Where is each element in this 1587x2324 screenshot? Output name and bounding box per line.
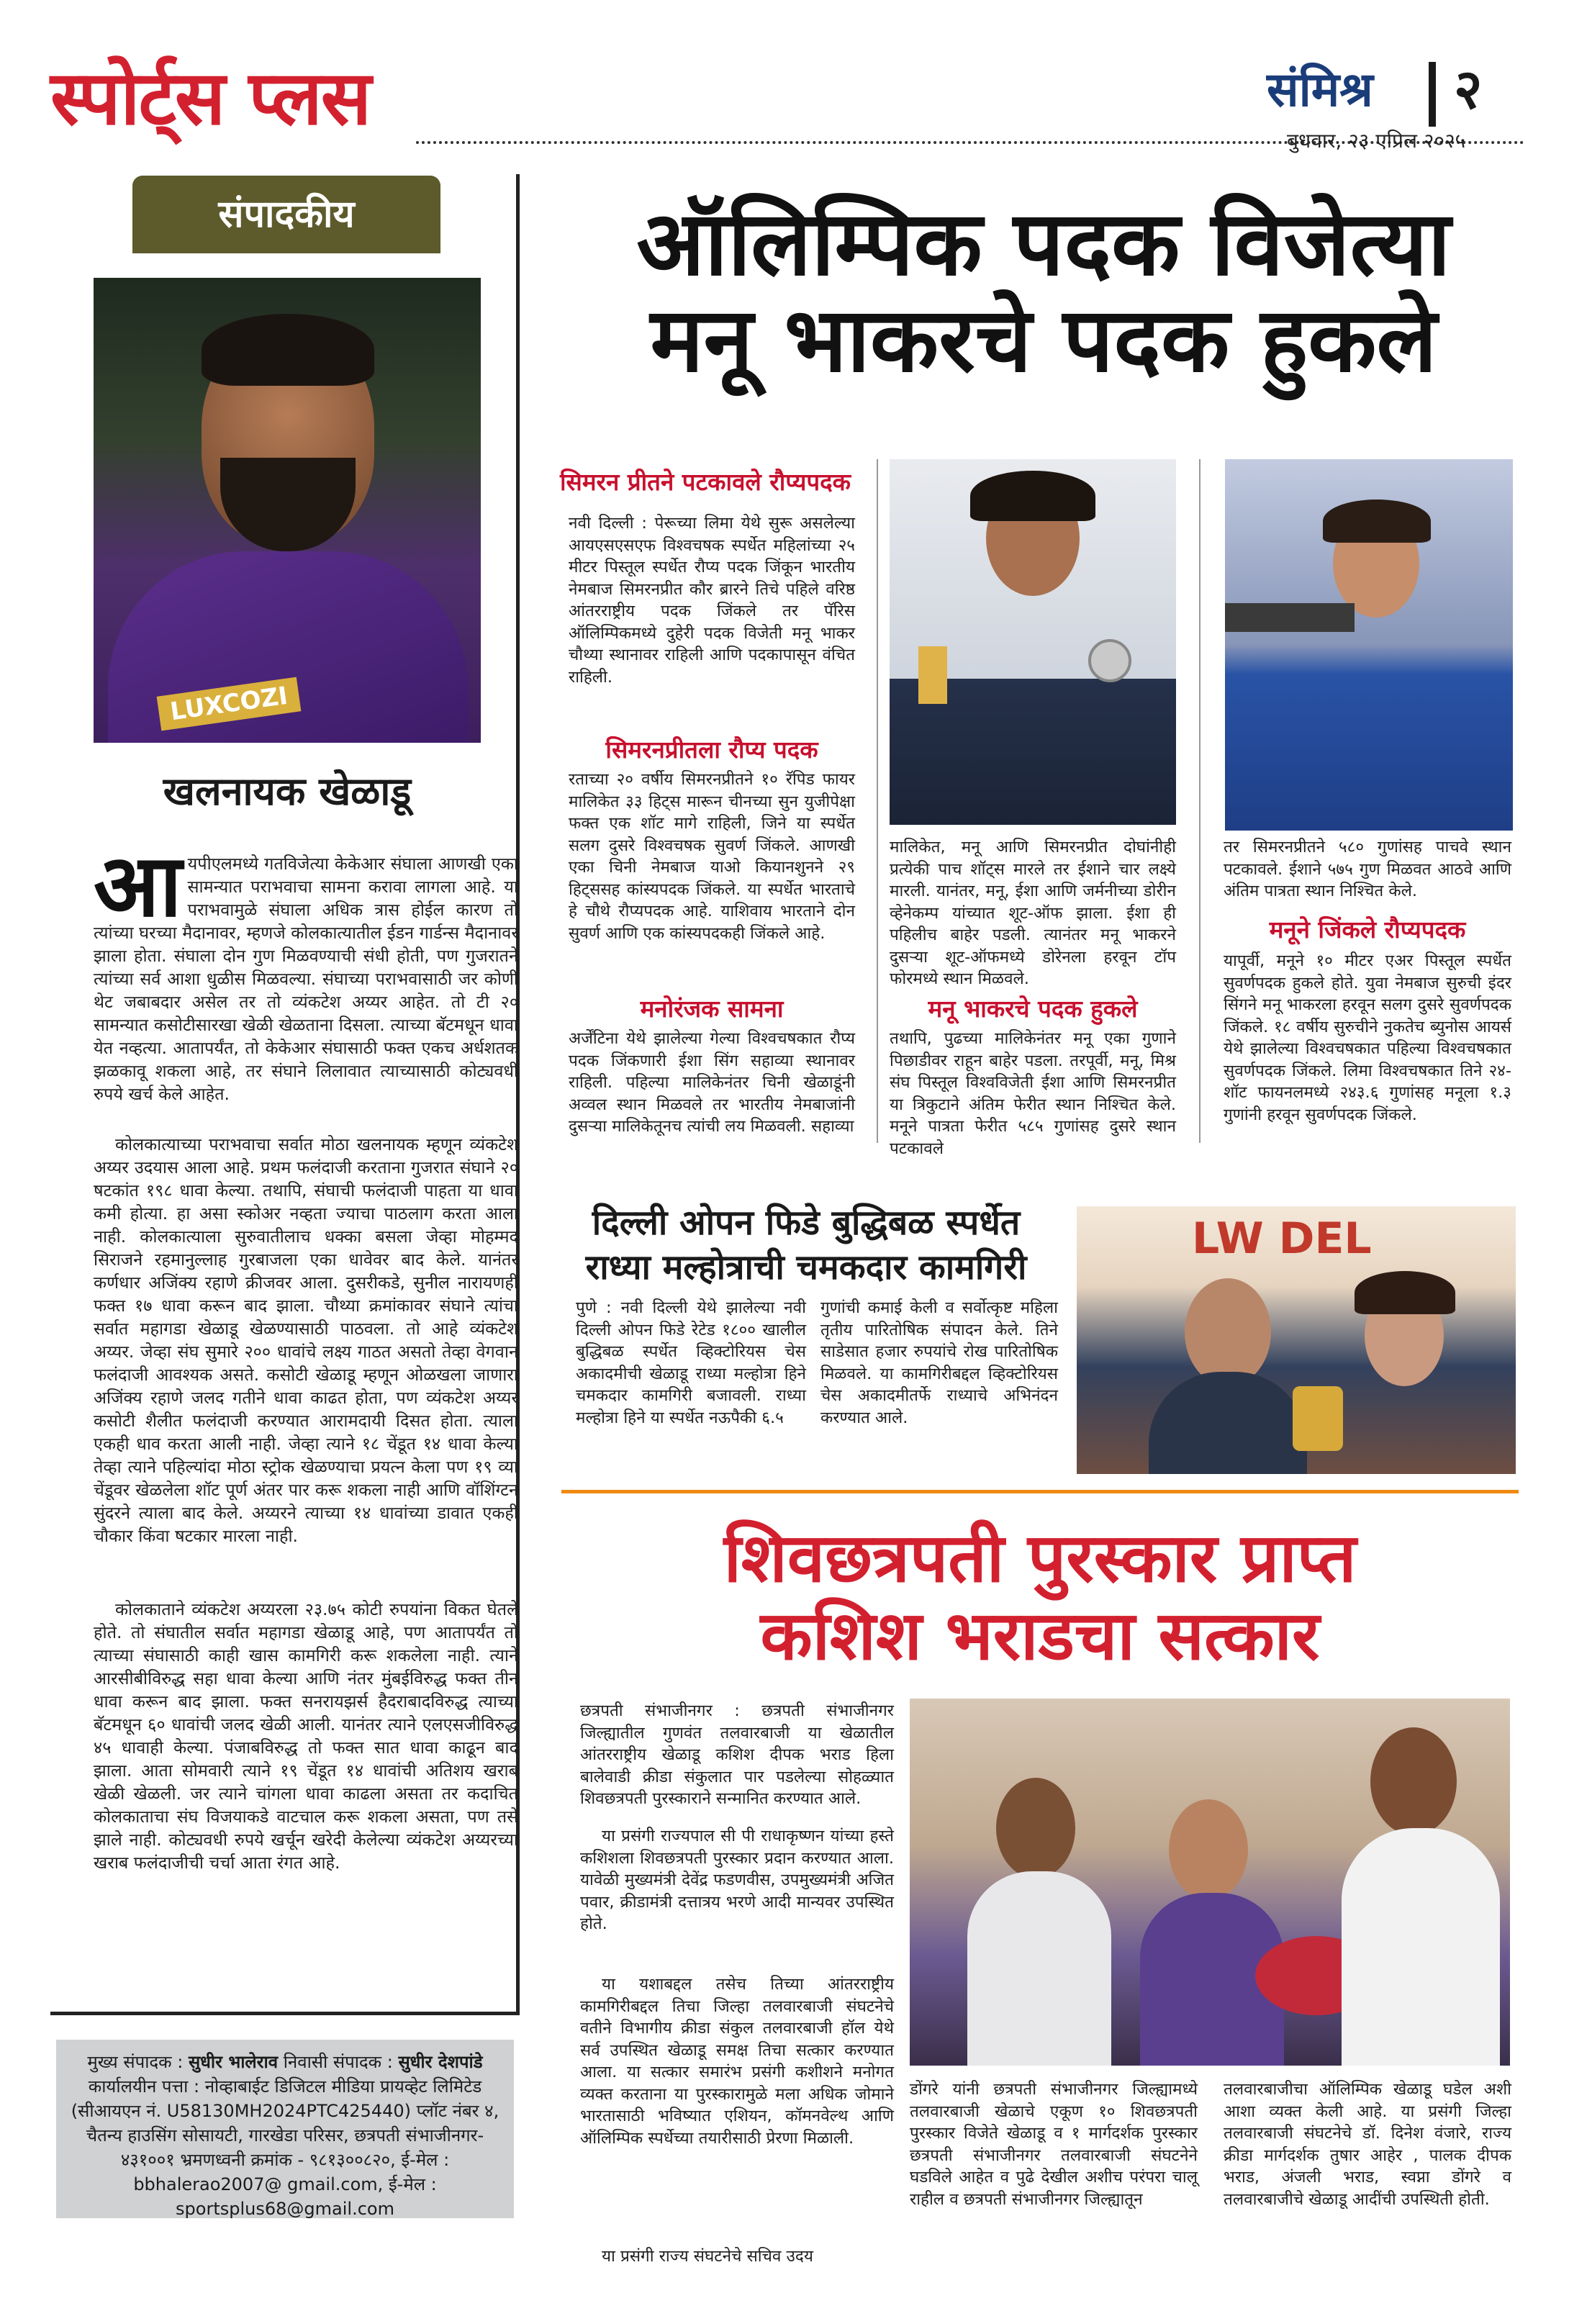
photo-banner: LW DEL xyxy=(1192,1213,1372,1264)
subhead-simran-silver-2: सिमरनप्रीतला रौप्य पदक xyxy=(605,736,818,764)
masthead: स्पोर्ट्स प्लस xyxy=(50,54,371,142)
award-headline-line-2: कशिश भराडचा सत्कार xyxy=(760,1597,1320,1676)
page-number: २ xyxy=(1454,57,1483,121)
dateline: बुधवार, २३ एप्रिल २०२५ xyxy=(1287,129,1466,153)
main-col3-para1: तर सिमरनप्रीतने ५८० गुणांसह पाचवे स्थान पटकावले. ईशाने ५७५ गुण मिळवत आठवे आणि अंतिम पात्रता स्थान निश्चित केले. xyxy=(1224,838,1511,900)
award-col1-para4: या प्रसंगी राज्य संघटनेचे सचिव उदय xyxy=(602,2247,813,2266)
editorial-headline: खलनायक खेळाडू xyxy=(163,769,412,814)
silver-medal-shape xyxy=(1088,639,1131,682)
manu-hair-shape xyxy=(1323,499,1431,543)
man-left-face-shape xyxy=(996,1778,1075,1878)
kashish-face-shape xyxy=(1169,1799,1248,1900)
main-col1-para3: अर्जेंटिना येथे झालेल्या गेल्या विश्वचषकात रौप्य पदक जिंकणारी ईशा सिंग सहाव्या स्थानावर राहिली. पहिल्या मालिकेनंतर चिनी खेळाडूंनी अव्वल स्थान मिळवले तर भारतीय नेमबाजांनी दुसऱ्या मालिकेतूनच त्यांची लय मिळवली. सहाव्या xyxy=(569,1029,855,1136)
editorial-tab: संपादकीय xyxy=(132,176,440,253)
man-suit-shape xyxy=(1149,1372,1307,1474)
man-left-shirt-shape xyxy=(967,1871,1111,2066)
column-divider xyxy=(877,459,878,1143)
resident-editor-label: निवासी संपादक : xyxy=(278,2052,399,2072)
section-rule xyxy=(561,1490,1519,1493)
chess-col1: पुणे : नवी दिल्ली येथे झालेल्या नवी दिल्ली ओपन फिडे रेटेड १८०० खालील बुद्धिबळ स्पर्धेत व्हिक्टोरियस चेस अकादमीची खेळाडू राध्या मल्होत्रा हिने चमकदार कामगिरी बजावली. राध्या मल्होत्रा हिने या स्पर्धेत नऊपैकी ६.५ xyxy=(576,1298,806,1427)
main-col1-para1: नवी दिल्ली : पेरूच्या लिमा येथे सुरू असलेल्या आयएसएसएफ विश्वचषक स्पर्धेत महिलांच्या २५ मीटर पिस्तूल स्पर्धेत रौप्य पदक जिंकून भारतीय नेमबाज सिमरनप्रीत कौर ब्रारने तिचे पहिले वरिष्ठ आंतरराष्ट्रीय पदक जिंकले तर पॅरिस ऑलिम्पिकमध्ये दुहेरी पदक विजेती मनू भाकर चौथ्या स्थानावर राहिली आणि पदकापासून वंचित राहिली. xyxy=(569,514,855,687)
subhead-interesting-match: मनोरंजक सामना xyxy=(640,995,784,1023)
chess-col2: गुणांची कमाई केली व सर्वोत्कृष्ट महिला तृतीय पारितोषिक संपादन केले. तिने साडेसात हजार रुपयांचे रोख पारितोषिक मिळवले. या कामगिरीबद्दल व्हिक्टोरियस चेस अकादमीतर्फे राध्याचे अभिनंदन करण्यात आले. xyxy=(820,1298,1058,1427)
manu-bhaker-photo xyxy=(1225,459,1513,831)
column-divider xyxy=(1199,459,1201,1143)
editorial-para-3: कोलकाताने व्यंकटेश अय्यरला २३.७५ कोटी रुपयांना विकत घेतले होते. तो संघातील सर्वात महागडा खेळाडू आहे, पण आतापर्यंत तो त्याच्या संघासाठी काही खास कामगिरी करू शकलेला नाही. त्याने आरसीबीविरुद्ध सहा धावा केल्या आणि नंतर मुंबईविरुद्ध फक्त तीन धावा करून बाद झाला. फक्त सनरायझर्स हैदराबादविरुद्ध त्याच्या बॅटमधून ६० धावांची जलद खेळी आली. यानंतर त्याने एलएसजीविरुद्ध ४५ धावाही केल्या. पंजाबविरुद्ध तो फक्त सात धावा काढून बाद झाला. आता सोमवारी त्याने १९ चेंडूत १४ धावांची अतिशय खराब खेळी खेळली. जर त्याने चांगला धावा काढला असता तर कदाचित कोलकाताचा संघ विजयाकडे वाटचाल करू शकला असता, पण तसे झाले नाही. कोट्यवधी रुपये खर्चून खरेदी केलेल्या व्यंकटेश अय्यरच्या खराब फलंदाजीची चर्चा आता रंगत आहे. xyxy=(94,1599,518,1873)
subhead-simran-silver: सिमरन प्रीतने पटकावले रौप्यपदक xyxy=(559,468,851,496)
office-address: कार्यालयीन पत्ता : नोव्हाबाईट डिजिटल मीडिया प्रायव्हेट लिमिटेड (सीआयएन नं. U58130MH2024PTC425440) प्लॉट नंबर ४, चैतन्य हाउसिंग सोसायटी, गारखेडा परिसर, छत्रपती संभाजीनगर- ४३१००१ भ्रमणध्वनी क्रमांक - ९८१३००८२०, ई-मेल : bbhalerao2007@ gmail.com, ई-मेल : sportsplus68@gmail.com xyxy=(71,2076,499,2219)
award-col3: तलवारबाजीचा ऑलिम्पिक खेळाडू घडेल अशी आशा व्यक्त केली आहे. या प्रसंगी जिल्हा तलवारबाजी संघटनेचे डॉ. दिनेश वंजारे, राज्य क्रीडा मार्गदर्शक तुषार आहेर , पालक दीपक भराड, अंजली भराड, स्वप्ना डोंगरे व तलवारबाजीचे खेळाडू आदींची उपस्थिती होती. xyxy=(1224,2080,1511,2209)
subhead-manu-missed: मनू भाकरचे पदक हुकले xyxy=(928,995,1138,1023)
main-col2-para1: मालिकेत, मनू आणि सिमरनप्रीत दोघांनीही प्रत्येकी पाच शॉट्स मारले तर ईशाने चार लक्ष्ये मारली. यानंतर, मनू, ईशा आणि जर्मनीच्या डोरीन व्हेनेकम्प यांच्यात शूट-ऑफ झाला. ईशा ही पहिलीच बाहेर पडली. त्यानंतर मनू भाकरने दुसऱ्या शूट-ऑफमध्ये डोरेनला हरवून टॉप फोरमध्ये स्थान मिळवले. xyxy=(890,838,1176,988)
section-divider xyxy=(1429,62,1436,127)
beard-shape xyxy=(220,458,356,551)
award-col1-para1: छत्रपती संभाजीनगर : छत्रपती संभाजीनगर जिल्ह्यातील गुणवंत तलवारबाजी या खेळातील आंतरराष्ट्रीय खेळाडू कशिश दीपक भराड हिला बालेवाडी क्रीडा संकुलात पार पडलेल्या सोहळ्यात शिवछत्रपती पुरस्काराने सन्मानित करण्यात आले. xyxy=(580,1701,894,1808)
main-col2-para2: तथापि, पुढच्या मालिकेनंतर मनू एका गुणाने पिछाडीवर राहून बाहेर पडला. तरपूर्वी, मनू, मिश्र संघ पिस्तूल विश्वविजेती ईशा आणि सिमरनप्रीत या त्रिकुटाने अंतिम फेरीत स्थान निश्चित केले. मनूने पात्रता फेरीत ५८५ गुणांसह दुसरे स्थान पटकावले xyxy=(890,1029,1176,1158)
award-col1-para2: या प्रसंगी राज्यपाल सी पी राधाकृष्णन यांच्या हस्ते कशिशला शिवछत्रपती पुरस्कार प्रदान करण्यात आला. यावेळी मुख्यमंत्री देवेंद्र फडणवीस, उपमुख्यमंत्री अजित पवार, क्रीडामंत्री दत्तात्रय भरणे आदी मान्यवर उपस्थित होते. xyxy=(580,1827,894,1933)
simranpreet-medal-photo xyxy=(890,459,1176,825)
resident-editor: सुधीर देशपांडे xyxy=(398,2052,483,2072)
editorial-para-1: यपीएलमध्ये गतविजेत्या केकेआर संघाला आणखी एका सामन्यात पराभवाचा सामना करावा लागला आहे. या पराभवामुळे संघाला अधिक त्रास होईल कारण तो त्यांच्या घरच्या मैदानावर, म्हणजे कोलकात्यातील ईडन गार्डन्स मैदानावर झाला होता. संघाला दोन गुण मिळवण्याची संधी होती, पण गुजरातने त्यांच्या सर्व आशा धुळीस मिळवल्या. संघाच्या पराभवासाठी जर कोणी थेट जबाबदार असेल तर तो व्यंकटेश अय्यर आहेत. तो टी २० सामन्यात कसोटीसारखा खेळी खेळताना दिसला. त्याच्या बॅटमधून धावा येत नव्हत्या. आतापर्यंत, तो केकेआर संघासाठी फक्त एकच अर्धशतक झळकावू शकला आहे, तर संघाने लिलावात त्याच्यासाठी कोट्यवधी रुपये खर्च केले आहेत. xyxy=(94,854,518,1104)
main-headline xyxy=(561,192,1526,392)
main-col1-para2: रताच्या २० वर्षीय सिमरनप्रीतने १० रॅपिड फायर मालिकेत ३३ हिट्स मारून चीनच्या सुन युजीपेक्षा फक्त एक शॉट मागे राहिली, जिने या स्पर्धेत सलग दुसरे विश्वचषक सुवर्ण जिंकले. आणखी एका चिनी नेमबाज याओ कियानशुनने २९ हिट्ससह कांस्यपदक जिंकले. या स्पर्धेत भारताचे हे चौथे रौप्यपदक आहे. याशिवाय भारताने दोन सुवर्ण आणि एक कांस्यपदकही जिंकले आहे. xyxy=(569,770,855,943)
award-headline xyxy=(561,1520,1519,1676)
man-face-shape xyxy=(1185,1278,1271,1386)
credits-box xyxy=(56,2040,514,2218)
simran-hair-shape xyxy=(970,471,1095,521)
chess-headline-line-2: राध्या मल्होत्राची चमकदार कामगिरी xyxy=(585,1247,1027,1288)
trophy-shape xyxy=(1293,1386,1343,1451)
award-col1-para3: या यशाबद्दल तसेच तिच्या आंतरराष्ट्रीय कामगिरीबद्दल तिचा जिल्हा तलवारबाजी संघटनेचे वतीने विभागीय क्रीडा संकुल तलवारबाजी हॉल येथे सर्व उपस्थित खेळाडू समक्ष तिचा सत्कार करण्यात आला. या सत्कार समारंभ प्रसंगी कशीशने मनोगत व्यक्त करताना या पुरस्कारामुळे मला अधिक जोमाने भारतासाठी भविष्यात एशियन, कॉमनवेल्थ आणि ऑलिम्पिक स्पर्धेच्या तयारीसाठी प्रेरणा मिळाली. xyxy=(580,1975,894,2148)
main-col3-para2: यापूर्वी, मनूने १० मीटर एअर पिस्तूल स्पर्धेत सुवर्णपदक हुकले होते. युवा नेमबाज सुरुची इंदर सिंगने मनू भाकरला हरवून सलग दुसरे सुवर्णपदक जिंकले. १८ वर्षीय सुरुचीने नुकतेच ब्युनोस आयर्स येथे झालेल्या विश्वचषकात पहिल्या विश्वचषकात सुवर्णपदक जिंकले. लिमा विश्वचषकात तिने २४-शॉट फायनलमध्ये २४३.६ गुणांसह मनूला १.३ गुणांनी हरवून सुवर्णपदक जिंकले. xyxy=(1224,951,1511,1124)
chess-headline xyxy=(554,1201,1058,1290)
hair-shape xyxy=(202,314,374,386)
subhead-manu-silver: मनूने जिंकले रौप्यपदक xyxy=(1269,915,1466,944)
chess-headline-line-1: दिल्ली ओपन फिडे बुद्धिबळ स्पर्धेत xyxy=(592,1203,1021,1243)
pistol-arm-shape xyxy=(1225,603,1355,632)
sponsor-logo: LUXCOZI xyxy=(157,677,302,731)
main-headline-line-1: ऑलिम्पिक पदक विजेत्या xyxy=(636,192,1451,296)
chief-editor-label: मुख्य संपादक : xyxy=(87,2052,189,2072)
kashish-felicitation-photo xyxy=(910,1699,1510,2066)
trophy-shape xyxy=(918,646,947,704)
girl-hair-shape xyxy=(1355,1271,1455,1314)
award-headline-line-1: शिवछत्रपती पुरस्कार प्राप्त xyxy=(723,1519,1357,1598)
editorial-dropcap: आ xyxy=(94,836,182,936)
radhya-malhotra-photo xyxy=(1077,1206,1516,1474)
main-headline-line-2: मनू भाकरचे पदक हुकले xyxy=(650,289,1437,392)
man-right-shirt-shape xyxy=(1342,1828,1500,2066)
award-col2: डोंगरे यांनी छत्रपती संभाजीनगर जिल्ह्यामध्ये तलवारबाजी खेळाचे एकूण १० शिवछत्रपती पुरस्कार विजेते खेळाडू व १ मार्गदर्शक पुरस्कार छत्रपती संभाजीनगर तलवारबाजी संघटनेने घडविले आहेत व पुढे देखील अशीच परंपरा चालू राहील व छत्रपती संभाजीनगर जिल्ह्यातून xyxy=(910,2080,1198,2209)
editorial-player-photo xyxy=(94,278,481,743)
chief-editor: सुधीर भालेराव xyxy=(188,2052,279,2072)
editorial-body xyxy=(94,829,518,1897)
section-name: संमिश्र xyxy=(1267,62,1373,117)
editorial-para-2: कोलकात्याच्या पराभवाचा सर्वात मोठा खलनायक म्हणून व्यंकटेश अय्यर उदयास आला आहे. प्रथम फलंदाजी करताना गुजरात संघाने २० षटकांत १९८ धावा केल्या. तथापि, संघाची फलंदाजी पाहता या धावा कमी होत्या. हा असा स्कोअर नव्हता ज्याचा पाठलाग करता आला नाही. कोलकात्याला सुरुवातीलाच धक्का बसला जेव्हा मोहम्मद सिराजने रहमानुल्लाह गुरबाजला एका धावेवर बाद केले. यानंतर कर्णधार अजिंक्य रहाणे क्रीजवर आला. दुसरीकडे, सुनील नारायणही फक्त १७ धावा करून बाद झाला. चौथ्या क्रमांकावर संघाने त्यांचा सर्वात महागडा खेळाडू खेळण्यासाठी पाठवला. तो आहे व्यंकटेश अय्यर. जेव्हा संघ सुमारे २०० धावांचे लक्ष्य गाठत असतो तेव्हा वेगवान फलंदाजी आवश्यक असते. कसोटी खेळाडू म्हणून ओळखला जाणारा अजिंक्य रहाणे जलद गतीने धावा काढत होता, पण व्यंकटेश अय्यर कसोटी शैलीत फलंदाजी करण्यात आरामदायी दिसत होता. त्याला एकही धाव करता आली नाही. जेव्हा त्याने १८ चेंडूत १४ धावा केल्या तेव्हा त्याने पहिल्यांदा मोठा स्ट्रोक खेळण्याचा प्रयत्न केला पण १९ व्या चेंडूवर खेळलेला शॉट पूर्ण अंतर पार करू शकला नाही आणि वॉशिंग्टन सुंदरने त्याला बाद केले. अय्यरने त्याच्या १४ धावांच्या डावात एकही चौकार किंवा षटकार मारला नाही. xyxy=(94,1134,518,1546)
man-right-face-shape xyxy=(1370,1727,1457,1835)
